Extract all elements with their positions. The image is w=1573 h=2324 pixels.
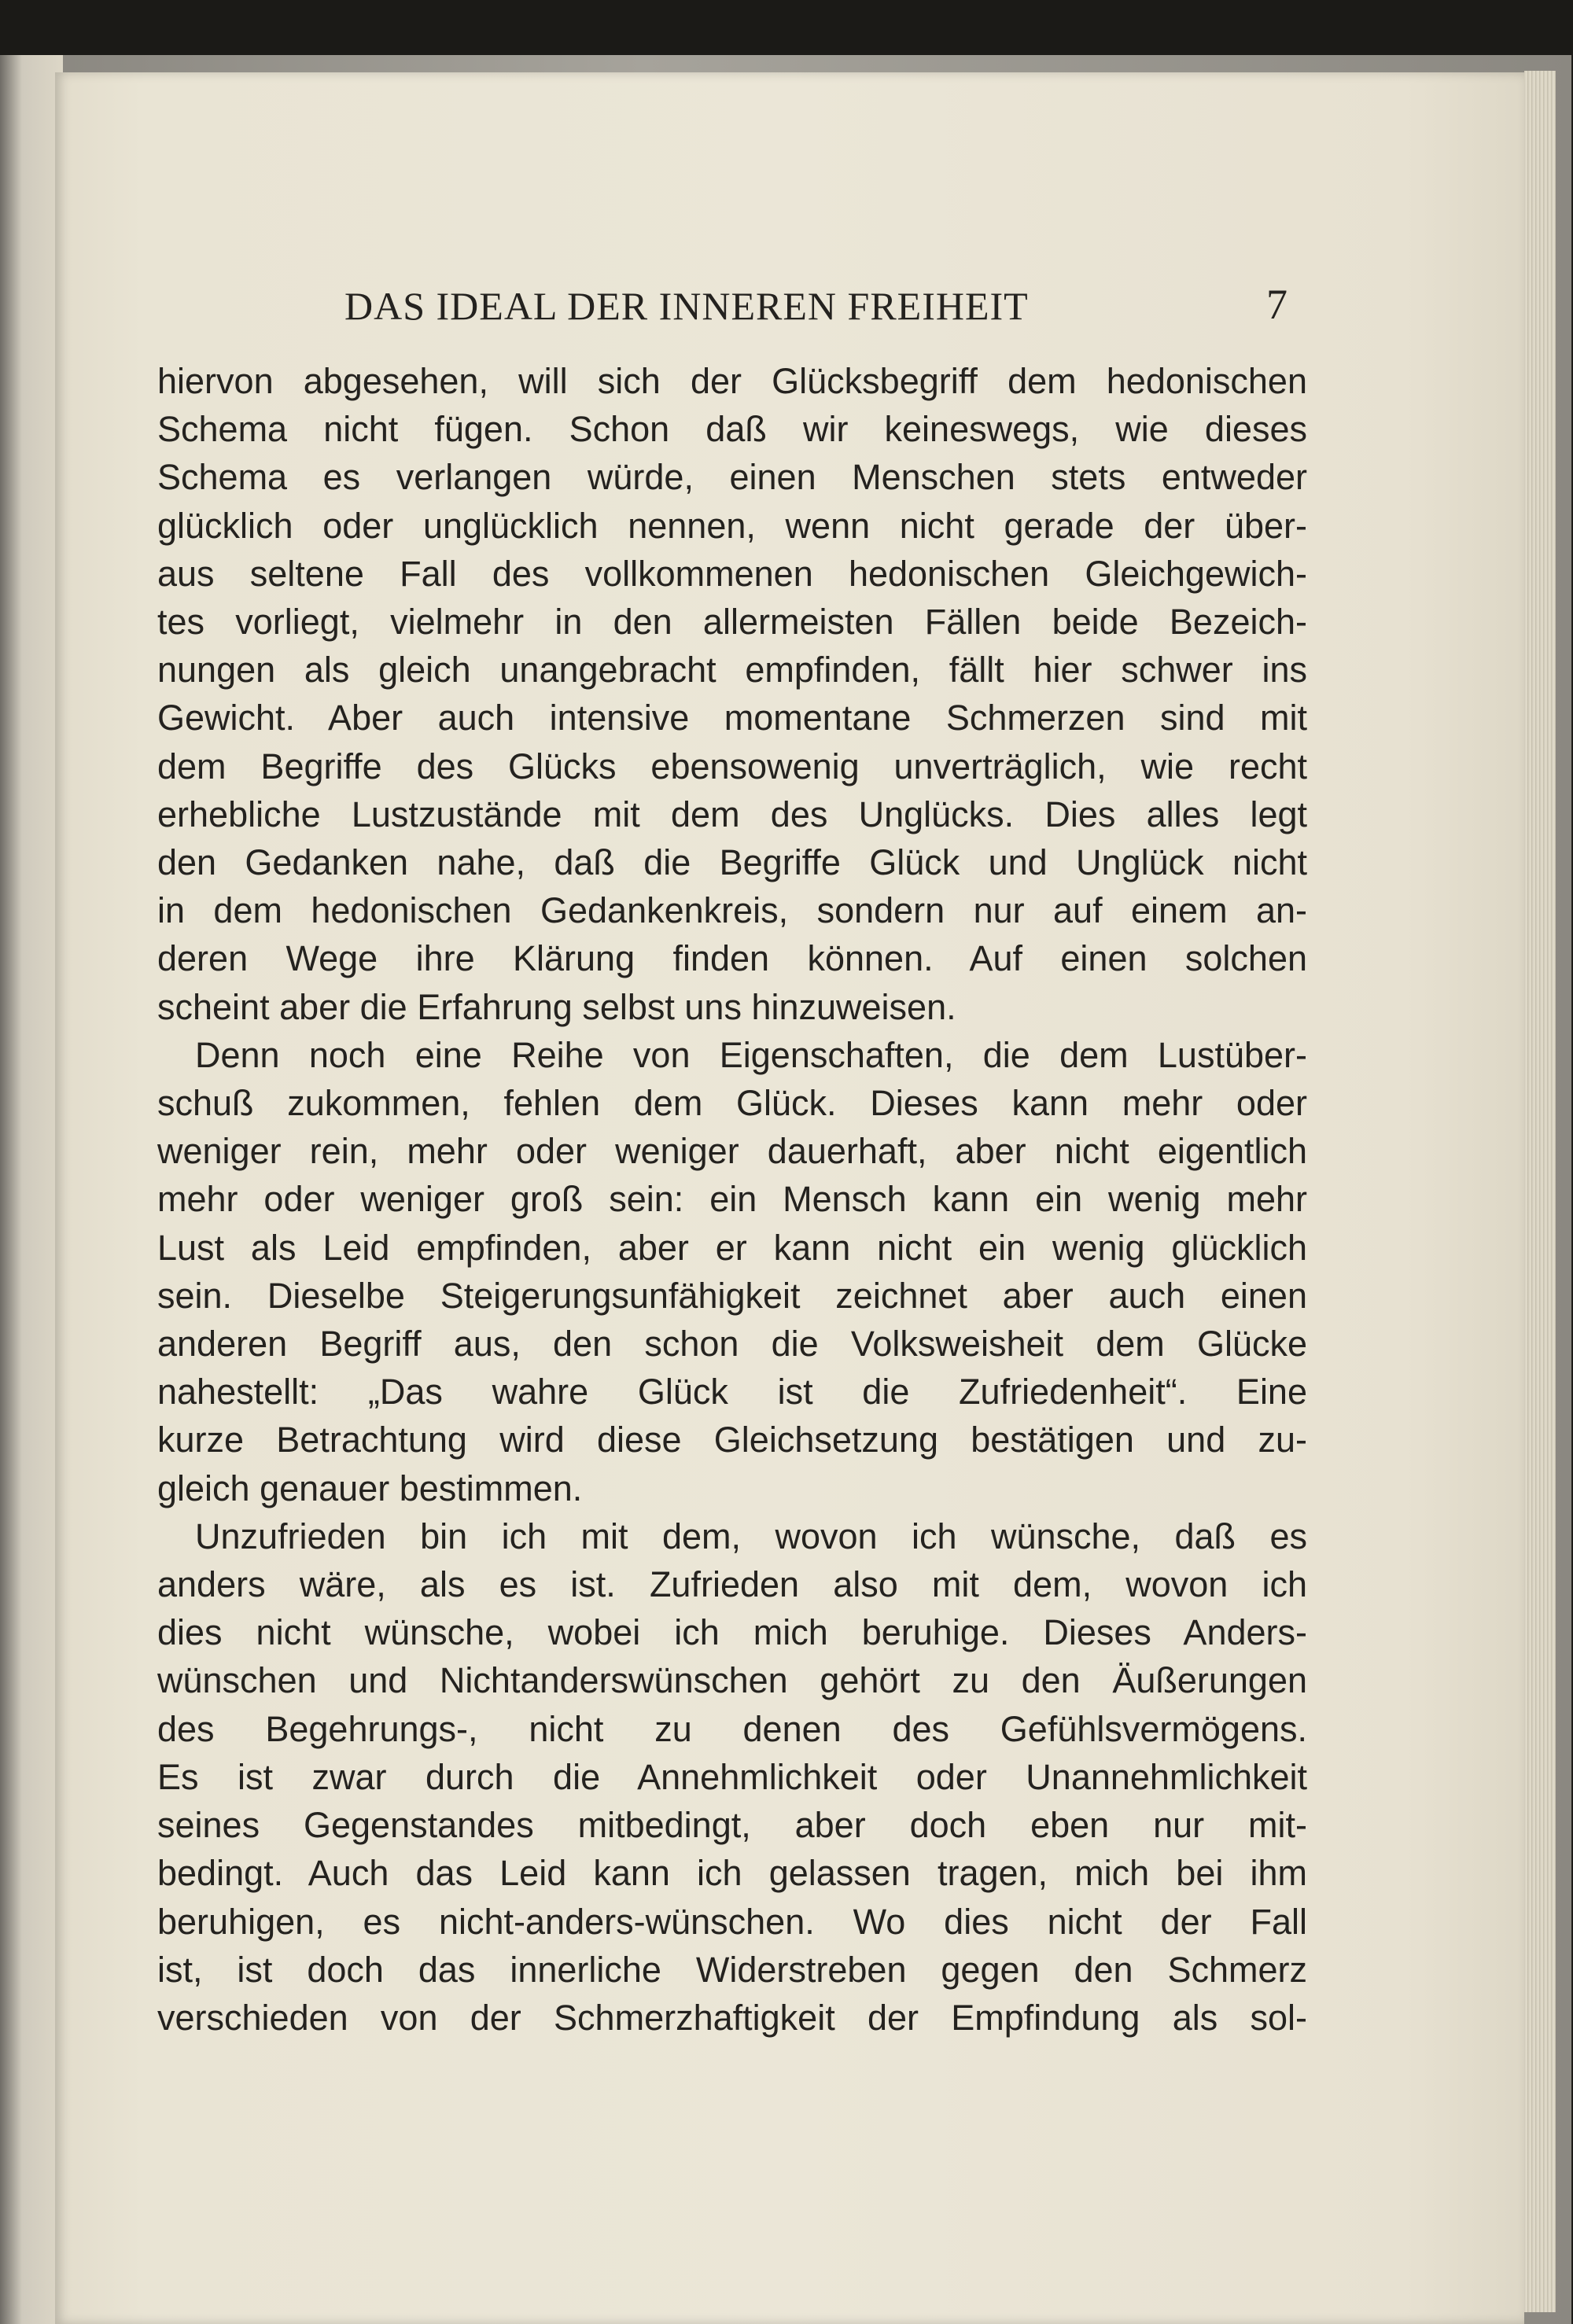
paragraph-1 [157,357,1307,1031]
text-line: mehr oder weniger groß sein: ein Mensch kann ein wenig mehr [157,1179,1307,1220]
text-line: dies nicht wünsche, wobei ich mich beruhige. Dieses Anders- [157,1612,1307,1653]
page-stack-edge [1524,71,1556,2312]
text-line: nungen als gleich unangebracht empfinden, fällt hier schwer ins [157,650,1307,691]
text-line: des Begehrungs-, nicht zu denen des Gefühlsvermögens. [157,1708,1307,1749]
text-line: in dem hedonischen Gedankenkreis, sondern nur auf einem an- [157,890,1307,931]
text-line: Schema nicht fügen. Schon daß wir keineswegs, wie dieses [157,409,1307,450]
text-line: Schema es verlangen würde, einen Menschen stets entweder [157,457,1307,498]
text-line: erhebliche Lustzustände mit dem des Unglücks. Dies alles legt [157,794,1307,834]
text-line: sein. Dieselbe Steigerungsunfähigkeit zeichnet aber auch einen [157,1275,1307,1316]
text-line: hiervon abgesehen, will sich der Glücksbegriff dem hedonischen [157,361,1307,401]
text-line: dem Begriffe des Glücks ebensowenig unverträglich, wie recht [157,746,1307,786]
text-line: tes vorliegt, vielmehr in den allermeisten Fällen beide Bezeich- [157,602,1307,643]
running-title: DAS IDEAL DER INNEREN FREIHEIT [344,284,1029,328]
text-line: ist, ist doch das innerliche Widerstreben gegen den Schmerz [157,1949,1307,1990]
paragraph-3 [157,1512,1307,2042]
text-line: schuß zukommen, fehlen dem Glück. Dieses kann mehr oder [157,1083,1307,1124]
text-line: gleich genauer bestimmen. [157,1468,583,1508]
book-page [55,72,1524,2324]
text-line: den Gedanken nahe, daß die Begriffe Glück und Unglück nicht [157,842,1307,883]
text-line: bedingt. Auch das Leid kann ich gelassen tragen, mich bei ihm [157,1853,1307,1894]
text-line: anderen Begriff aus, den schon die Volksweisheit dem Glücke [157,1324,1307,1365]
text-line: kurze Betrachtung wird diese Gleichsetzung bestätigen und zu- [157,1420,1307,1460]
text-line: Gewicht. Aber auch intensive momentane Schmerzen sind mit [157,698,1307,738]
page-number: 7 [1266,281,1288,328]
text-line: Es ist zwar durch die Annehmlichkeit oder Unannehmlichkeit [157,1756,1307,1797]
paragraph-2 [157,1031,1307,1512]
text-line: seines Gegenstandes mitbedingt, aber doch eben nur mit- [157,1805,1307,1846]
text-line: glücklich oder unglücklich nennen, wenn nicht gerade der über- [157,505,1307,546]
text-line: beruhigen, es nicht-anders-wünschen. Wo dies nicht der Fall [157,1901,1307,1942]
body-text [157,357,1307,2042]
text-line: Lust als Leid empfinden, aber er kann nicht ein wenig glücklich [157,1227,1307,1268]
text-line: deren Wege ihre Klärung finden können. Auf einen solchen [157,938,1307,979]
text-line: verschieden von der Schmerzhaftigkeit der Empfindung als sol- [157,1997,1307,2038]
previous-page-edge [0,55,63,2324]
text-line: anders wäre, als es ist. Zufrieden also mit dem, wovon ich [157,1564,1307,1605]
text-line: wünschen und Nichtanderswünschen gehört zu den Äußerungen [157,1660,1307,1701]
text-line: aus seltene Fall des vollkommenen hedonischen Gleichgewich- [157,553,1307,594]
text-line: weniger rein, mehr oder weniger dauerhaft, aber nicht eigentlich [157,1131,1307,1172]
text-line: nahestellt: „Das wahre Glück ist die Zufriedenheit“. Eine [157,1372,1307,1412]
text-line: Unzufrieden bin ich mit dem, wovon ich wünsche, daß es [195,1516,1307,1556]
text-line: scheint aber die Erfahrung selbst uns hinzuweisen. [157,986,956,1027]
text-line: Denn noch eine Reihe von Eigenschaften, die dem Lustüber- [195,1034,1307,1075]
